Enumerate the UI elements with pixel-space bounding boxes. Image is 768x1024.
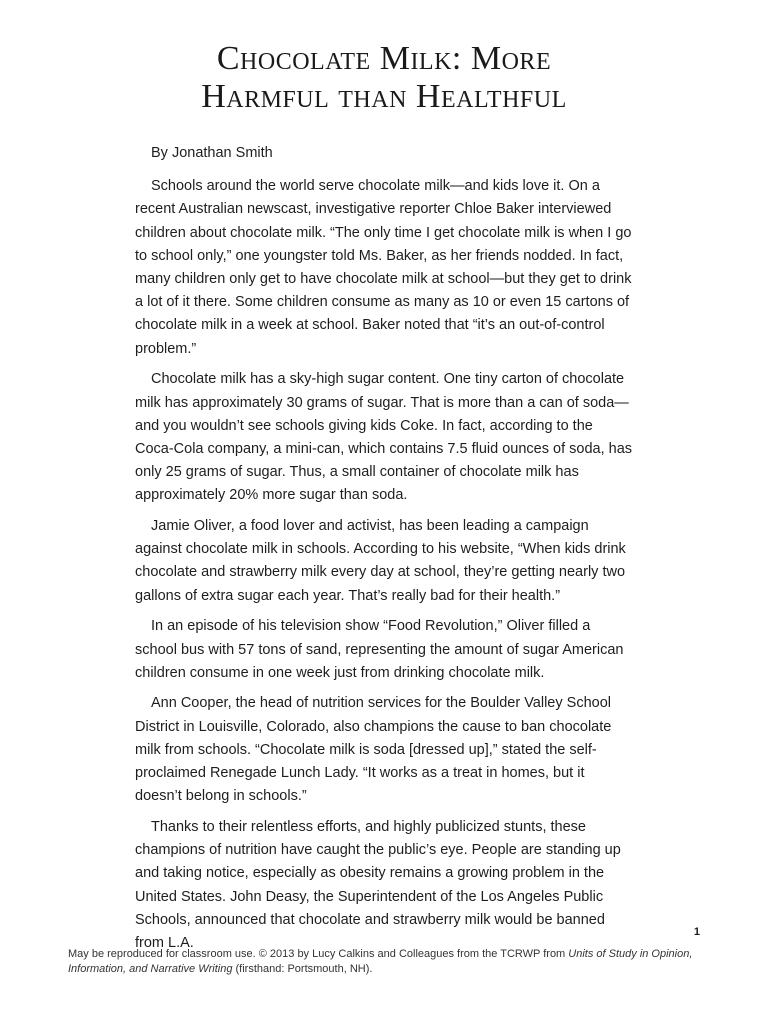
footer-book-title: Units of Study in Opinion, Information, and Narrative Writing: [68, 948, 693, 975]
page-number: 1: [693, 926, 700, 938]
footer-suffix: (firsthand: Portsmouth, NH).: [232, 963, 373, 975]
byline: By Jonathan Smith: [151, 145, 273, 161]
paragraph-6: Thanks to their relentless efforts, and highly publicized stunts, these champions of nutrition have caught the public’s eye. People are standing up and taking notice, especially as obesity remains a growing problem in the United States. John Deasy, the Superintendent of the Los Angeles Public Schools, announced that chocolate and strawberry milk would be banned from L.A.: [135, 818, 621, 951]
title-line-2: Harmful than Healthful: [201, 78, 567, 115]
title-line-1: Chocolate Milk: More: [216, 40, 552, 77]
footer-prefix: May be reproduced for classroom use. © 2013 by Lucy Calkins and Colleagues from the TCRWP from: [68, 948, 569, 960]
page-title: [100, 40, 668, 116]
paragraph-1: Schools around the world serve chocolate milk—and kids love it. On a recent Australian newscast, investigative reporter Chloe Baker interviewed children about chocolate milk. “The only time I get chocolate milk is when I go to school only,” one youngster told Ms. Baker, as her friends nodded. In fact, many children only get to have chocolate milk at school—but they get to drink a lot of it there. Some children consume as many as 10 or even 15 cartons of chocolate milk in a week at school. Baker noted that “it’s an out-of-control problem.”: [135, 178, 632, 357]
copyright-footer: [68, 947, 713, 977]
paragraph-3: Jamie Oliver, a food lover and activist, has been leading a campaign against chocolate milk in schools. According to his website, “When kids drink chocolate and strawberry milk every day at school, they’re getting nearly two gallons of extra sugar each year. That’s really bad for their health.”: [135, 518, 626, 604]
paragraph-2: Chocolate milk has a sky-high sugar content. One tiny carton of chocolate milk has approximately 30 grams of sugar. That is more than a can of soda—and you wouldn’t see schools giving kids Coke. In fact, according to the Coca-Cola company, a mini-can, which contains 7.5 fluid ounces of soda, has only 25 grams of sugar. Thus, a small container of chocolate milk has approximately 20% more sugar than soda.: [135, 371, 633, 504]
article-body: [135, 142, 635, 963]
paragraph-5: Ann Cooper, the head of nutrition services for the Boulder Valley School District in Louisville, Colorado, also champions the cause to ban chocolate milk from schools. “Chocolate milk is soda [dressed up],” stated the self-proclaimed Renegade Lunch Lady. “It works as a treat in homes, but it doesn’t belong in schools.”: [135, 695, 612, 805]
paragraph-4: In an episode of his television show “Food Revolution,” Oliver filled a school bus with 57 tons of sand, representing the amount of sugar American children consume in one week just from drinking chocolate milk.: [135, 618, 624, 681]
